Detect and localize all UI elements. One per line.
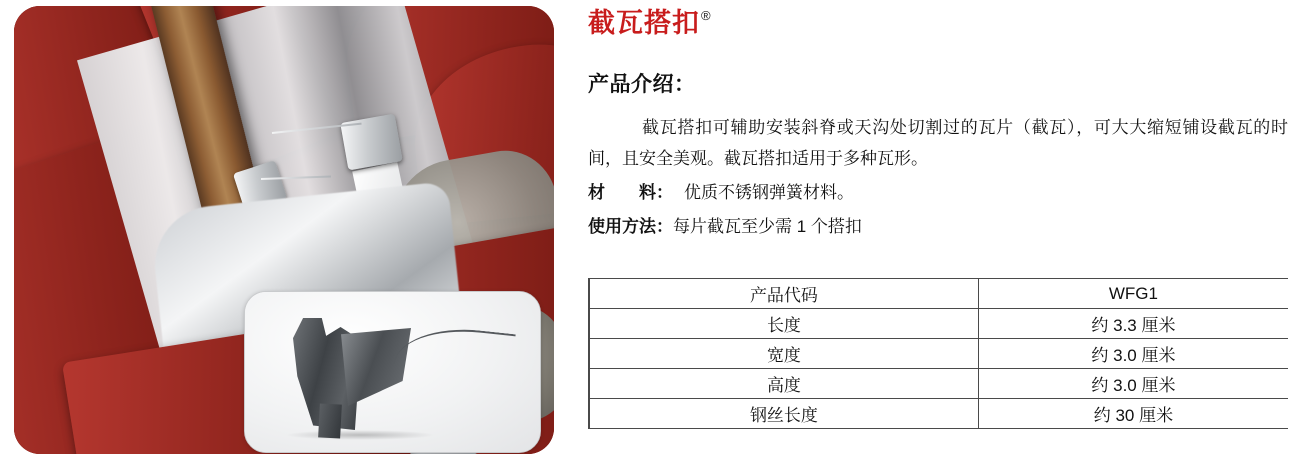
table-cell-value: WFG1 [978,279,1288,309]
table-row [589,279,1288,309]
table-cell-value: 约 3.0 厘米 [978,339,1288,369]
product-title-row [588,10,711,37]
table-cell-value: 约 3.3 厘米 [978,309,1288,339]
table-cell-key: 钢丝长度 [589,399,978,429]
table-cell-value: 约 30 厘米 [978,399,1288,429]
table-cell-key: 宽度 [589,339,978,369]
section-heading-intro: 产品介绍： [588,73,696,96]
specification-table-body [589,279,1288,429]
table-cell-key: 长度 [589,309,978,339]
clip-leg [318,403,342,438]
table-cell-value: 约 3.0 厘米 [978,369,1288,399]
product-title: 截瓦搭扣 [588,8,700,38]
specification-table [588,278,1288,429]
usage-value: 每片截瓦至少需 1 个搭扣 [673,217,862,236]
table-row [589,369,1288,399]
registered-trademark-icon: ® [701,8,711,23]
table-row [589,399,1288,429]
material-line [588,178,854,203]
usage-line [588,212,862,237]
main-product-photo [14,6,554,454]
material-label: 材 料： [588,183,673,202]
inset-product-photo [244,291,541,453]
table-cell-key: 产品代码 [589,279,978,309]
product-shadow [285,430,435,440]
table-row [589,339,1288,369]
material-value: 优质不锈钢弹簧材料。 [684,183,854,202]
table-cell-key: 高度 [589,369,978,399]
product-description: 截瓦搭扣可辅助安装斜脊或天沟处切割过的瓦片（截瓦），可大大缩短铺设截瓦的时间，且安全美观。截瓦搭扣适用于多种瓦形。 [588,118,1288,168]
usage-label: 使用方法： [588,217,673,236]
installed-clip [340,114,402,171]
table-row [589,309,1288,339]
product-info-panel [588,0,1288,460]
